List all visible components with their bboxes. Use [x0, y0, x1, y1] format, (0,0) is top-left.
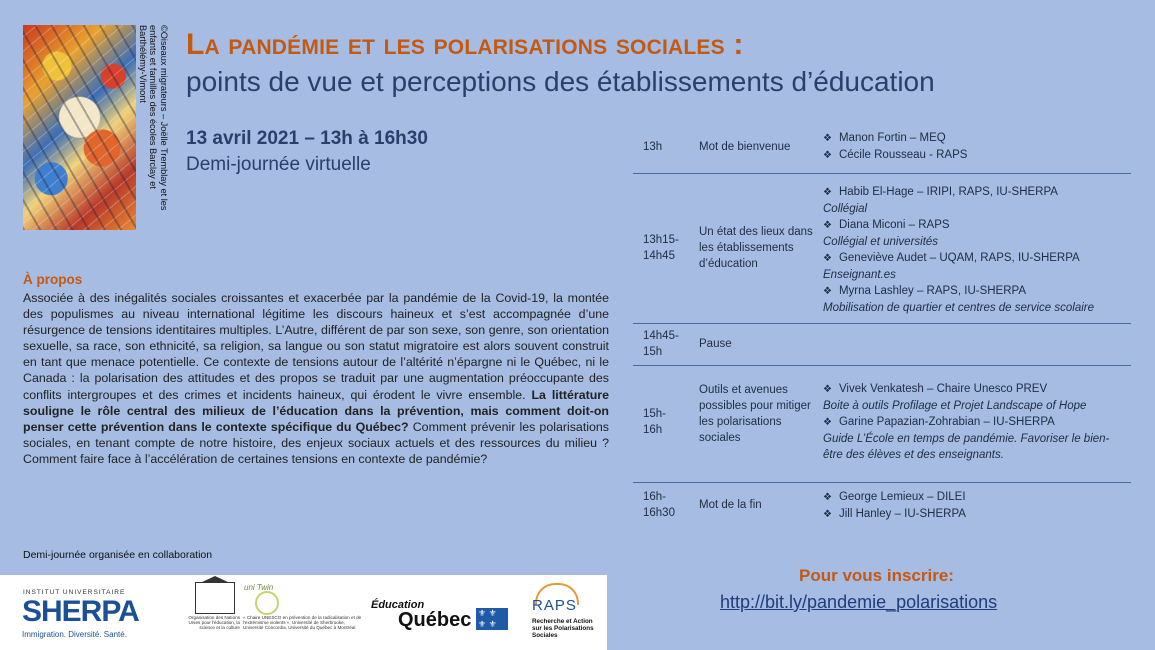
artwork-credit-text: ©Oiseaux migrateurs – Joëlle Tremblay et les enfants et familles des écoles Barclay et Barthélémy-Vimont: [138, 25, 169, 211]
unesco-logo-icon: [195, 582, 235, 614]
sherpa-logo: SHERPA: [22, 595, 139, 628]
sherpa-tagline: Immigration. Diversité. Santé.: [22, 630, 127, 639]
about-paragraph-1: Associée à des inégalités sociales croissantes et exacerbée par la pandémie de la Covid-19, la montée des populismes au niveau international légitime les discours haineux et s’est accompagnée d’une résurgence de tensions identitaires multiples. L’Autre, différent de par son sexe, son genre, son orientation sexuelle, sa race, son ethnicité, sa religion, sa langue ou son statut migratoire est alors souvent construit en tant que menace potentielle. Ce contexte de tensions autour de l’altérité n’épargne ni le Québec, ni le Canada : la polarisation des attitudes et des propos se traduit par une augmentation préoccupante des conflits intergroupes et des crimes et incidents haineux, qui érodent le vivre ensemble.: [23, 291, 609, 402]
speaker-topic: Boite à outils Profilage et Projet Landscape of Hope: [823, 400, 1087, 412]
schedule-speakers: [823, 489, 1128, 523]
speaker: ❖ Habib El-Hage – IRIPI, RAPS, IU-SHERPA: [823, 184, 1128, 201]
artwork-credit: [139, 25, 169, 230]
registration-label: Pour vous inscrire:: [799, 566, 954, 585]
raps-logo: RAPS: [532, 597, 577, 614]
schedule-table: [633, 126, 1131, 529]
about-paragraph-3: Comment prévenir les polarisations sociales, en tenant compte de notre histoire, des enjeux sociaux actuels et des ressources du milieu ? Comment faire face à l’accélération de certaines tensions en contexte de pandémie?: [23, 419, 609, 466]
speaker: ❖ Garine Papazian-Zohrabian – IU-SHERPA: [823, 414, 1128, 431]
schedule-speakers: [823, 130, 1128, 164]
about-heading: À propos: [23, 272, 83, 287]
schedule-row: [633, 366, 1131, 483]
event-mode: Demi-journée virtuelle: [186, 154, 371, 175]
unitwin-text: « Chaire UNESCO en prévention de la radicalisation et de l'extrémisme violents », Université de Sherbrooke, Université Concordia, Université du Québec à Montréal: [243, 615, 362, 631]
sherpa-logo-top: INSTITUT UNIVERSITAIRE: [23, 589, 126, 596]
unitwin-logo-icon: [255, 591, 279, 615]
schedule-activity: Outils et avenues possibles pour mitiger les polarisations sociales: [699, 384, 811, 444]
schedule-time: 14h45- 15h: [643, 330, 679, 358]
page-subtitle: points de vue et perceptions des établissements d’éducation: [186, 66, 935, 97]
speaker-topic: Collégial et universités: [823, 236, 939, 248]
about-paragraph-2: La littérature souligne le rôle central des milieux de l’éducation dans la prévention, mais comment doit-on penser cette prévention dans le contexte spécifique du Québec?: [23, 387, 609, 434]
schedule-time: 16h- 16h30: [643, 491, 675, 519]
about-text: [23, 290, 609, 467]
schedule-row: [633, 126, 1131, 174]
quebec-flag-icon: [476, 608, 508, 630]
quebec-logo: Québec: [398, 609, 472, 631]
collaboration-label: Demi-journée organisée en collaboration: [23, 549, 213, 561]
partner-logos: [0, 575, 607, 650]
schedule-row: [633, 324, 1131, 366]
schedule-activity: Pause: [699, 338, 732, 350]
registration-link[interactable]: http://bit.ly/pandemie_polarisations: [720, 592, 998, 612]
speaker: ❖ Vivek Venkatesh – Chaire Unesco PREV: [823, 381, 1128, 398]
speaker-topic: Collégial: [823, 203, 868, 215]
speaker: ❖ George Lemieux – DILEI: [823, 489, 1128, 506]
page-title: La pandémie et les polarisations sociales :: [186, 28, 744, 61]
schedule-row: [633, 174, 1131, 324]
schedule-speakers: [823, 184, 1128, 316]
schedule-activity: Un état des lieux dans les établissements d’éducation: [699, 226, 813, 270]
schedule-time: 13h: [643, 141, 663, 153]
speaker: ❖ Cécile Rousseau - RAPS: [823, 147, 1128, 164]
unitwin-logo: uni Twin: [244, 583, 274, 592]
unesco-text: Organisation des Nations Unies pour l'éducation, la science et la culture: [188, 615, 240, 631]
speaker: ❖ Jill Hanley – IU-SHERPA: [823, 506, 1128, 523]
schedule-activity: Mot de la fin: [699, 499, 762, 511]
speaker: ❖ Geneviève Audet – UQAM, RAPS, IU-SHERPA: [823, 250, 1128, 267]
speaker-topic: Guide L’École en temps de pandémie. Favoriser le bien-être des élèves et des enseignants.: [823, 433, 1110, 461]
schedule-activity: Mot de bienvenue: [699, 141, 791, 153]
schedule-speakers: [823, 381, 1128, 463]
event-date: 13 avril 2021 – 13h à 16h30: [186, 128, 428, 149]
speaker-topic: Enseignant.es: [823, 269, 896, 281]
education-logo-top: Éducation: [371, 599, 425, 611]
schedule-time: 15h- 16h: [643, 408, 667, 436]
speaker: ❖ Myrna Lashley – RAPS, IU-SHERPA: [823, 283, 1128, 300]
artwork-image: [23, 25, 136, 230]
speaker-topic: Mobilisation de quartier et centres de service scolaire: [823, 302, 1095, 314]
schedule-time: 13h15- 14h45: [643, 234, 679, 262]
schedule-row: [633, 483, 1131, 529]
speaker: ❖ Manon Fortin – MEQ: [823, 130, 1128, 147]
speaker: ❖ Diana Miconi – RAPS: [823, 217, 1128, 234]
raps-text: Recherche et Action sur les Polarisations Sociales: [532, 618, 594, 639]
